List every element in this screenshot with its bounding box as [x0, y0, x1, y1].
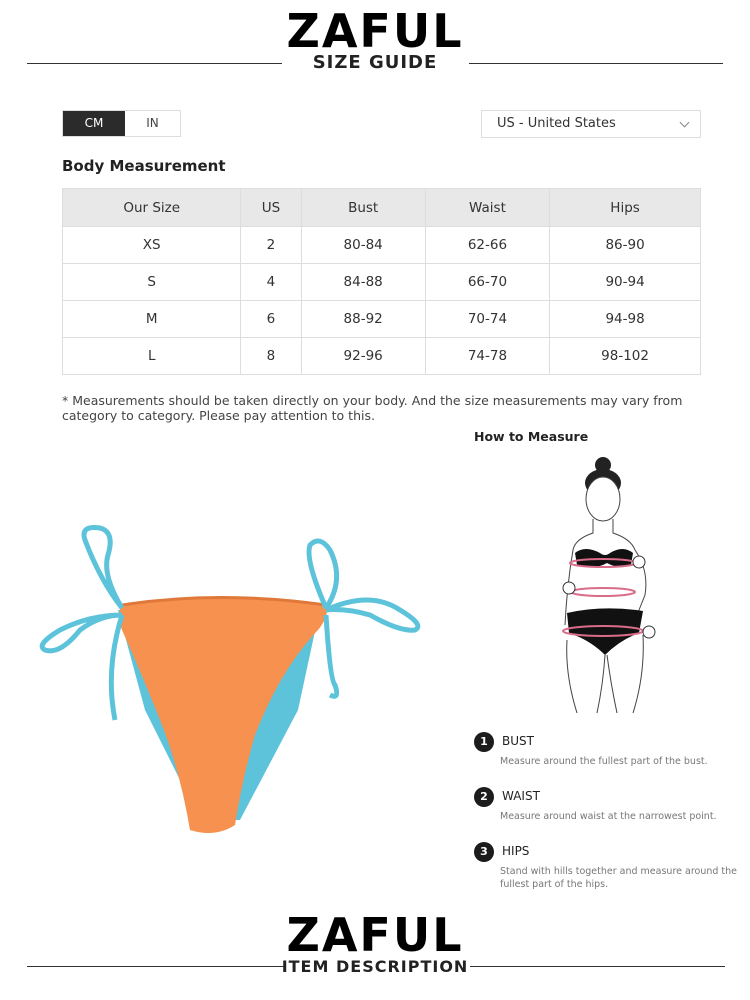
measure-label: BUST [502, 734, 534, 748]
table-cell: 98-102 [550, 338, 701, 375]
measurement-note: * Measurements should be taken directly on your body. And the size measurements may vary from category to category. Please pay attention to this. [62, 393, 683, 423]
table-cell: 6 [241, 301, 301, 338]
table-row [63, 227, 701, 264]
table-header-cell: Hips [550, 189, 701, 227]
table-cell: 74-78 [425, 338, 549, 375]
bikini-bottom-image [30, 520, 430, 840]
table-cell: 90-94 [550, 264, 701, 301]
table-row [63, 338, 701, 375]
table-cell: 8 [241, 338, 301, 375]
table-header-cell: Our Size [63, 189, 241, 227]
zaful-logo: ZAFUL [286, 908, 464, 962]
table-cell: 62-66 [425, 227, 549, 264]
measure-description: Measure around the fullest part of the bust. [500, 756, 708, 767]
table-cell: L [63, 338, 241, 375]
zaful-logo: ZAFUL [286, 4, 464, 58]
measure-description: Measure around waist at the narrowest point. [500, 811, 717, 822]
table-row [63, 301, 701, 338]
table-cell: 92-96 [301, 338, 425, 375]
table-cell: 88-92 [301, 301, 425, 338]
table-row [63, 264, 701, 301]
how-to-measure-title: How to Measure [474, 429, 589, 444]
body-figure-image [545, 455, 675, 715]
table-cell: 84-88 [301, 264, 425, 301]
table-cell: 94-98 [550, 301, 701, 338]
table-cell: 80-84 [301, 227, 425, 264]
measure-description: Stand with hills together and measure around the fullest part of the hips. [500, 866, 738, 890]
table-cell: XS [63, 227, 241, 264]
step-number-badge: 2 [474, 787, 494, 807]
table-cell: 66-70 [425, 264, 549, 301]
section-title: Body Measurement [62, 157, 226, 175]
table-cell: 4 [241, 264, 301, 301]
header [0, 0, 750, 90]
size-guide-title: SIZE GUIDE [312, 52, 438, 73]
footer [0, 905, 750, 1000]
unit-toggle [62, 110, 181, 137]
step-number-badge: 3 [474, 842, 494, 862]
size-table [62, 188, 701, 375]
table-header-cell: US [241, 189, 301, 227]
measure-label: HIPS [502, 844, 530, 858]
country-select-value: US - United States [497, 116, 616, 131]
measure-label: WAIST [502, 789, 540, 803]
table-cell: 70-74 [425, 301, 549, 338]
chevron-down-icon [680, 118, 690, 128]
item-description-title: ITEM DESCRIPTION [281, 957, 469, 976]
table-header-row [63, 189, 701, 227]
table-cell: 86-90 [550, 227, 701, 264]
table-cell: S [63, 264, 241, 301]
table-header-cell: Waist [425, 189, 549, 227]
unit-cm-button[interactable]: CM [63, 111, 125, 136]
table-cell: M [63, 301, 241, 338]
country-select[interactable] [481, 110, 701, 138]
step-number-badge: 1 [474, 732, 494, 752]
table-header-cell: Bust [301, 189, 425, 227]
unit-in-button[interactable]: IN [125, 111, 180, 136]
table-cell: 2 [241, 227, 301, 264]
